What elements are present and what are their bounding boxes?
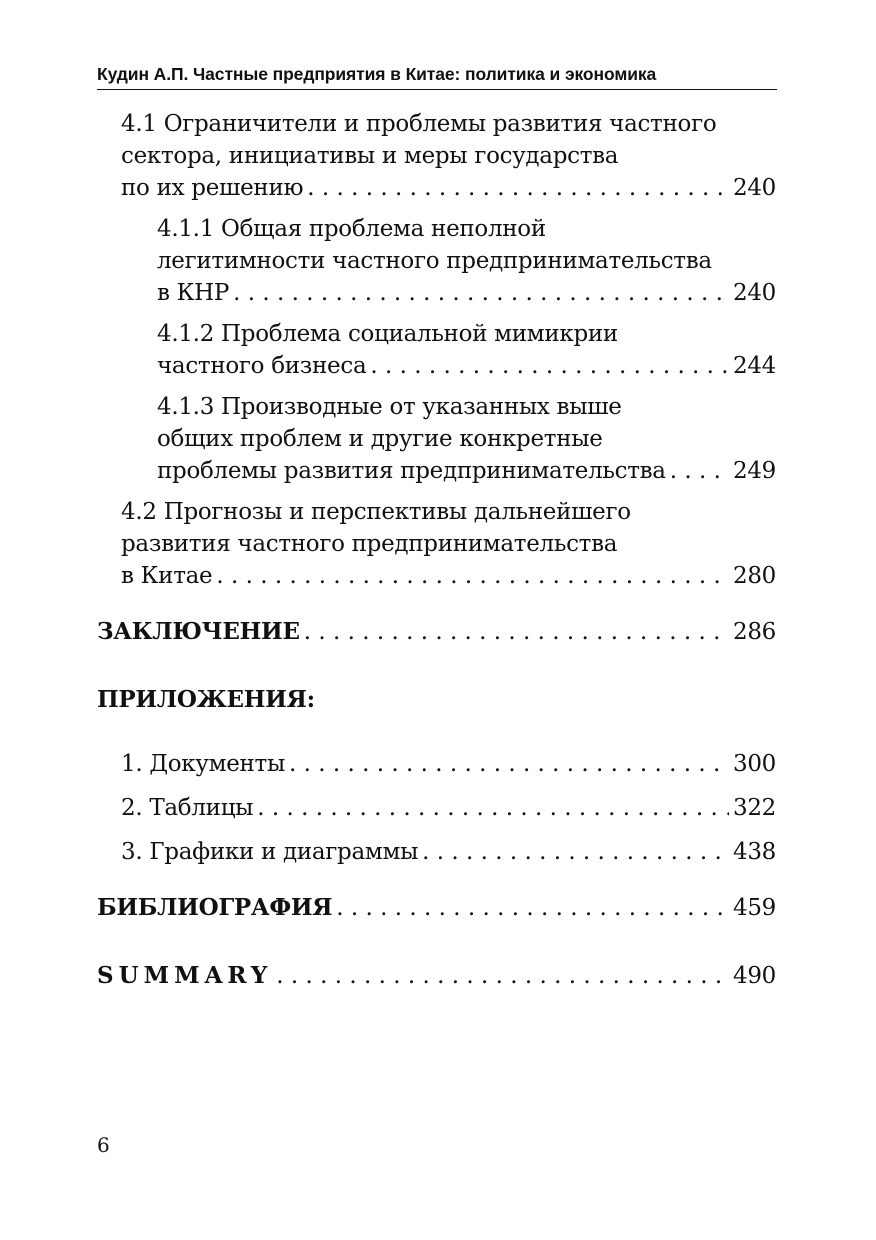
toc-entry-4-2[interactable] — [97, 496, 776, 592]
toc-entry-last-row — [121, 792, 776, 824]
toc-entry-line: сектора, инициативы и меры государства — [121, 143, 619, 169]
page-number: 6 — [97, 1133, 110, 1157]
dot-leader — [233, 277, 729, 309]
dot-leader — [216, 560, 729, 592]
toc-entry-line: 4.1.3 Производные от указанных выше — [157, 394, 622, 420]
dot-leader — [370, 350, 729, 382]
dot-leader — [336, 892, 729, 924]
toc-entry-appendix-2[interactable] — [97, 792, 776, 824]
toc-entry-4-1-2[interactable] — [97, 318, 776, 382]
dot-leader — [276, 960, 729, 992]
table-of-contents — [97, 108, 776, 992]
toc-entry-last-row — [97, 960, 776, 992]
toc-appendices-heading — [97, 684, 776, 716]
toc-chapter-title: SUMMARY — [97, 962, 273, 989]
toc-entry-line: 4.1.2 Проблема социальной мимикрии — [157, 321, 618, 347]
dot-leader — [422, 836, 729, 868]
toc-entry-line: легитимности частного предпринимательства — [157, 248, 712, 274]
toc-entry-last-row — [157, 277, 776, 309]
toc-page-number: 240 — [733, 175, 776, 201]
toc-page-number: 300 — [733, 751, 776, 777]
toc-page-number: 240 — [733, 280, 776, 306]
toc-entry-line: 1. Документы — [121, 751, 285, 777]
dot-leader — [257, 792, 729, 824]
toc-entry-line: общих проблем и другие конкретные — [157, 426, 603, 452]
toc-page-number: 438 — [733, 839, 776, 865]
toc-entry-4-1[interactable] — [97, 108, 776, 204]
toc-page-number: 322 — [733, 795, 776, 821]
toc-entry-last-row — [157, 350, 776, 382]
toc-chapter-title: ПРИЛОЖЕНИЯ: — [97, 686, 315, 713]
toc-entry-last-row — [121, 836, 776, 868]
toc-entry-bibliography[interactable] — [97, 892, 776, 924]
toc-page-number: 249 — [733, 458, 776, 484]
dot-leader — [307, 172, 729, 204]
toc-entry-appendix-3[interactable] — [97, 836, 776, 868]
toc-entry-appendix-1[interactable] — [97, 748, 776, 780]
toc-entry-last-row — [121, 748, 776, 780]
toc-entry-line: по их решению — [121, 175, 304, 201]
toc-entry-line: 4.1 Ограничители и проблемы развития частного — [121, 111, 717, 137]
toc-entry-conclusion[interactable] — [97, 616, 776, 648]
toc-entry-line: 4.1.1 Общая проблема неполной — [157, 216, 546, 242]
dot-leader — [289, 748, 729, 780]
toc-entry-line: в КНР — [157, 280, 230, 306]
toc-entry-4-1-1[interactable] — [97, 213, 776, 309]
toc-chapter-title: БИБЛИОГРАФИЯ — [97, 894, 333, 921]
running-header: Кудин А.П. Частные предприятия в Китае: политика и экономика — [97, 64, 777, 90]
toc-entry-line: проблемы развития предпринимательства — [157, 458, 666, 484]
toc-page-number: 286 — [733, 619, 776, 645]
toc-page-number: 280 — [733, 563, 776, 589]
toc-chapter-title: ЗАКЛЮЧЕНИЕ — [97, 618, 300, 645]
toc-entry-line: 3. Графики и диаграммы — [121, 839, 419, 865]
toc-entry-line: в Китае — [121, 563, 213, 589]
dot-leader — [304, 616, 729, 648]
toc-entry-line: частного бизнеса — [157, 353, 367, 379]
toc-entry-last-row — [121, 172, 776, 204]
dot-leader — [670, 455, 729, 487]
toc-page-number: 244 — [733, 353, 776, 379]
toc-entry-4-1-3[interactable] — [97, 391, 776, 487]
toc-entry-last-row — [97, 892, 776, 924]
toc-entry-last-row — [97, 616, 776, 648]
toc-entry-last-row — [121, 560, 776, 592]
toc-entry-summary[interactable] — [97, 960, 776, 992]
toc-page-number: 459 — [733, 895, 776, 921]
toc-entry-line: 2. Таблицы — [121, 795, 254, 821]
toc-page-number: 490 — [733, 963, 776, 989]
toc-entry-last-row — [157, 455, 776, 487]
toc-entry-line: развития частного предпринимательства — [121, 531, 618, 557]
toc-entry-line: 4.2 Прогнозы и перспективы дальнейшего — [121, 499, 631, 525]
